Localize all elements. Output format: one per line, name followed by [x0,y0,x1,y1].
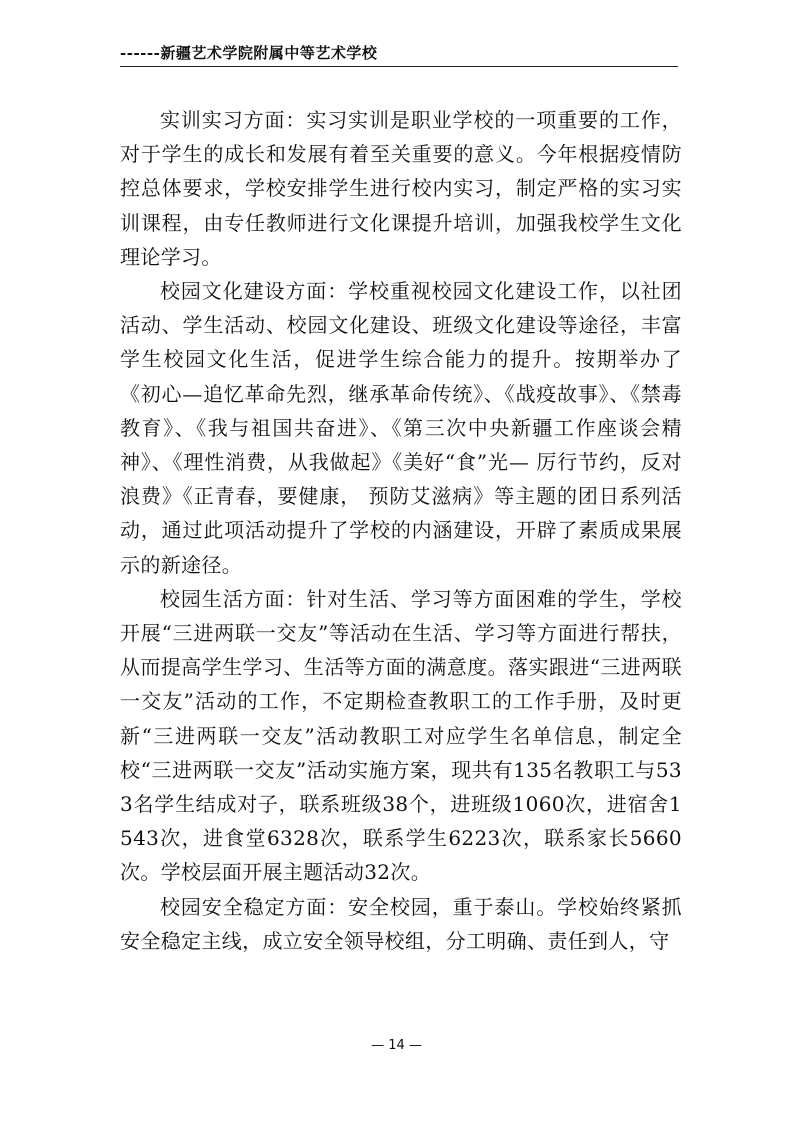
paragraph-campus-culture: 校园文化建设方面：学校重视校园文化建设工作，以社团活动、学生活动、校园文化建设、班级文化建设等途径，丰富学生校园文化生活，促进学生综合能力的提升。按期举办了《初心—追忆革命先烈，继承革命传统》、《战疫故事》、《禁毒教育》、《我与祖国共奋进》、《第三次中央新疆工作座谈会精神》、《理性消费，从我做起》《美好“食”光— 厉行节约，反对浪费》《正青春，要健康， 预防艾滋病》等主题的团日系列活动，通过此项活动提升了学校的内涵建设，开辟了素质成果展示的新途径。 [120,279,682,577]
paragraph-campus-safety: 校园安全稳定方面：安全校园，重于泰山。学校始终紧抓安全稳定主线，成立安全领导校组，分工明确、责任到人，守 [120,894,682,953]
running-header: ------新疆艺术学院附属中等艺术学校 [120,40,678,67]
paragraph-internship: 实训实习方面：实习实训是职业学校的一项重要的工作，对于学生的成长和发展有着至关重要的意义。今年根据疫情防控总体要求，学校安排学生进行校内实习，制定严格的实习实训课程，由专任教师进行文化课提升培训，加强我校学生文化理论学习。 [120,108,682,269]
page-number: — 14 — [371,1038,422,1053]
paragraph-campus-life: 校园生活方面：针对生活、学习等方面困难的学生，学校开展“三进两联一交友”等活动在生活、学习等方面进行帮扶，从而提高学生学习、生活等方面的满意度。落实跟进“三进两联一交友”活动的工作，不定期检查教职工的工作手册，及时更新“三进两联一交友”活动教职工对应学生名单信息，制定全校“三进两联一交友”活动实施方案，现共有135名教职工与533名学生结成对子，联系班级38个，进班级1060次，进宿舍1543次，进食堂6328次，联系学生6223次，联系家长5660次。学校层面开展主题活动32次。 [120,586,682,885]
body-text [120,103,682,958]
